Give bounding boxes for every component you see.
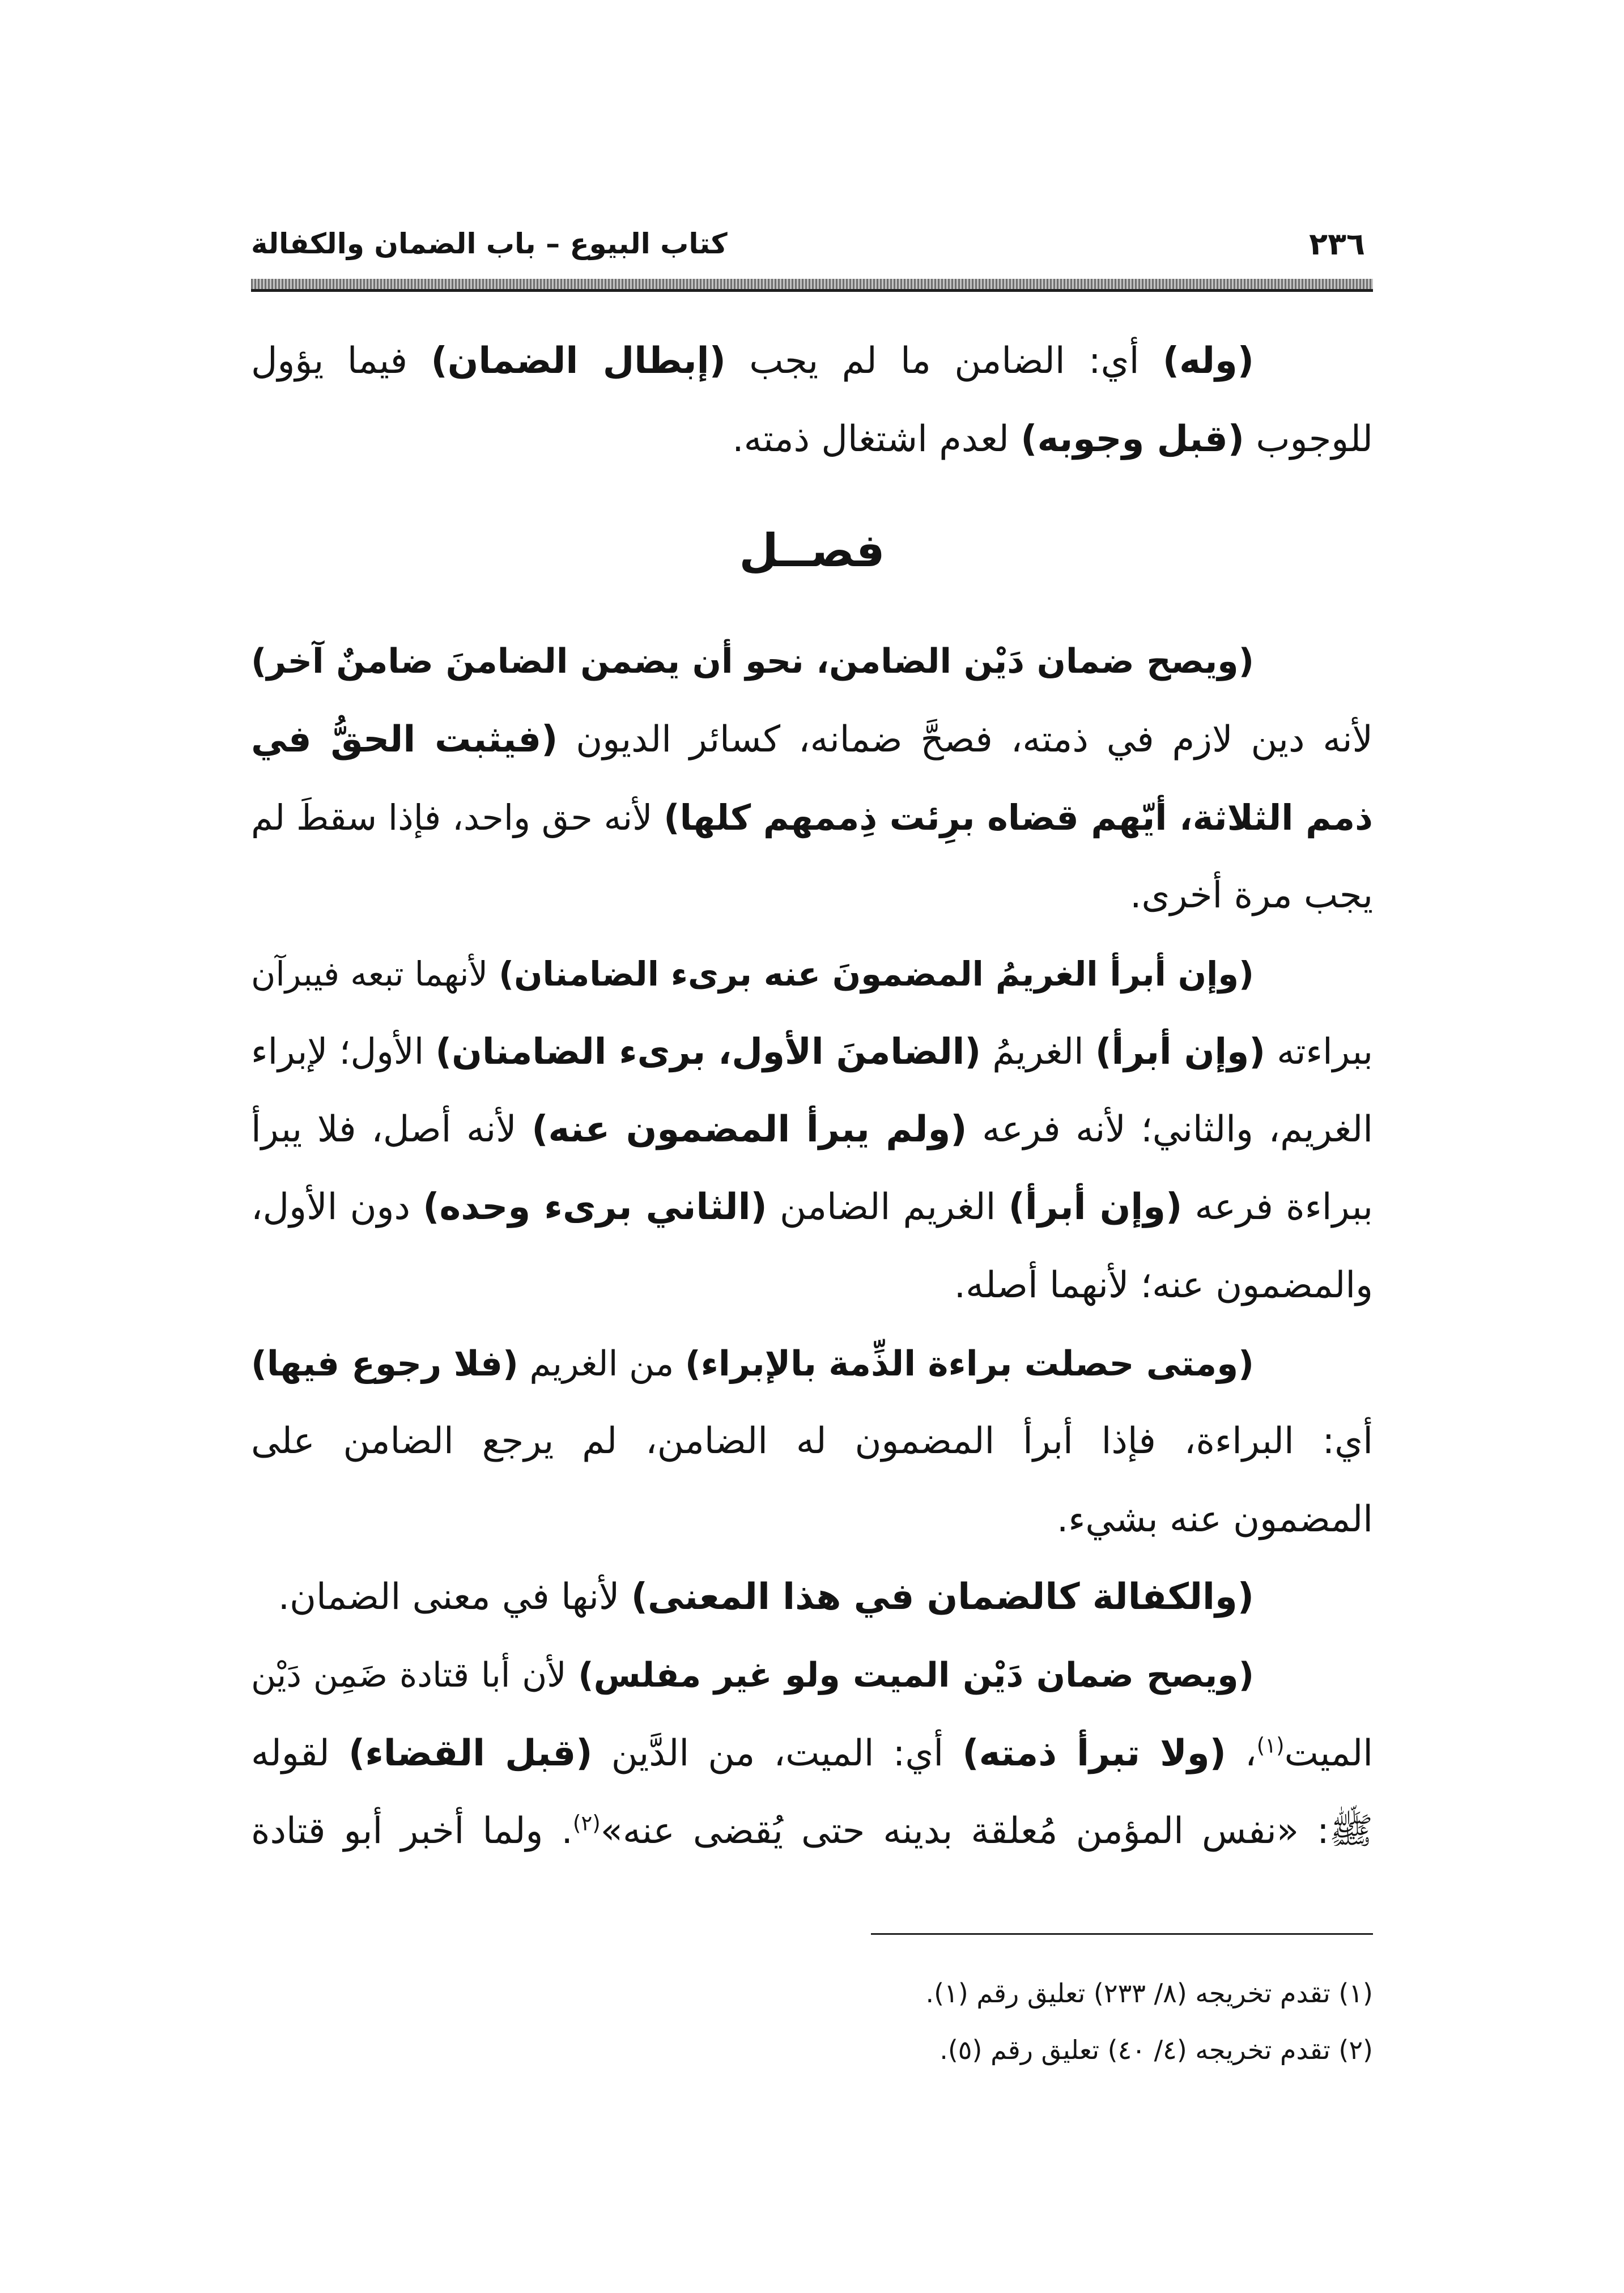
matn-text: (ولا تبرأ ذمته)	[962, 1732, 1226, 1774]
body-text	[251, 322, 1373, 1871]
commentary-text: المضمون عنه بشيء.	[1056, 1498, 1373, 1540]
commentary-text: أي: الضامن ما لم يجب	[725, 340, 1163, 382]
paragraph	[251, 935, 1373, 1325]
commentary-text: ،	[1226, 1732, 1257, 1774]
footnote-ref: (١)	[1256, 1733, 1285, 1758]
matn-text: (الضامنَ الأول، برىء الضامنان)	[435, 1031, 981, 1073]
footnote-rule	[871, 1933, 1373, 1935]
text-line	[251, 701, 1373, 779]
running-title: كتاب البيوع – باب الضمان والكفالة	[251, 227, 728, 260]
commentary-text: أي: البراءة، فإذا أبرأ المضمون له الضامن، لم يرجع الضامن على	[251, 1420, 1373, 1463]
matn-text: (ولم يبرأ المضمون عنه)	[532, 1108, 967, 1150]
text-line	[251, 1403, 1373, 1481]
matn-text: (ومتى حصلت براءة الذِّمة بالإبراء)	[685, 1343, 1254, 1384]
section-heading: فصــل	[739, 524, 885, 578]
matn-text: ذمم الثلاثة، أيّهم قضاه برِئت ذِممهم كلها)	[664, 797, 1373, 839]
matn-text: (والكفالة كالضمان في هذا المعنى)	[631, 1576, 1254, 1619]
matn-text: (الثاني برىء وحده)	[423, 1186, 767, 1229]
commentary-text: والمضمون عنه؛ لأنهما أصله.	[954, 1264, 1373, 1306]
commentary-text: ببراءة فرعه	[1182, 1186, 1373, 1229]
commentary-text: لأنه دين لازم في ذمته، فصحَّ ضمانه، كسائر الديون	[558, 718, 1373, 761]
footnotes	[251, 1965, 1373, 2078]
matn-text: (فلا رجوع فيها)	[251, 1343, 518, 1384]
page-number: ٢٣٦	[1309, 226, 1365, 262]
commentary-text: ببراءته	[1265, 1031, 1373, 1073]
matn-text: (فيثبت الحقُّ في	[251, 718, 558, 761]
matn-text: (قبل القضاء)	[348, 1732, 593, 1774]
paragraph	[251, 1325, 1373, 1559]
commentary-text: الغريم الضامن	[767, 1186, 1009, 1229]
paragraph	[251, 322, 1373, 478]
commentary-text: الغريم، والثاني؛ لأنه فرعه	[967, 1108, 1373, 1150]
text-line	[251, 935, 1373, 1013]
footnote-2: (٢) تقدم تخريجه (٤/ ٤٠) تعليق رقم (٥).	[939, 2035, 1373, 2065]
text-line	[251, 1637, 1373, 1715]
text-line	[251, 1715, 1373, 1793]
text-line	[251, 401, 1373, 479]
matn-text: (ويصح ضمان دَيْن الميت ولو غير مفلس)	[578, 1655, 1254, 1695]
commentary-text: لأنه أصل، فلا يبرأ	[251, 1108, 532, 1150]
text-line	[251, 1793, 1373, 1871]
text-line	[251, 857, 1373, 935]
matn-text: (قبل وجوبه)	[1021, 418, 1245, 460]
matn-text: (وله)	[1162, 340, 1255, 382]
commentary-text: . ولما أخبر أبو قتادة	[251, 1810, 573, 1853]
text-line	[251, 1247, 1373, 1325]
paragraph	[251, 1637, 1373, 1871]
commentary-text: لأن أبا قتادة ضَمِن دَيْن	[251, 1655, 579, 1695]
text-line	[251, 1169, 1373, 1247]
text-line	[251, 1091, 1373, 1169]
commentary-text: دون الأول،	[251, 1186, 423, 1229]
commentary-text: لأنهما تبعه فيبرآن	[251, 954, 499, 993]
text-line	[251, 1481, 1373, 1559]
header-rule	[251, 279, 1373, 292]
matn-text: (وإن أبرأ)	[1095, 1031, 1266, 1073]
running-header	[251, 215, 1373, 272]
paragraph	[251, 1559, 1373, 1637]
matn-text: (إبطال الضمان)	[431, 340, 726, 382]
commentary-text: الأول؛ لإبراء	[251, 1031, 436, 1073]
matn-text: (وإن أبرأ)	[1008, 1186, 1183, 1229]
commentary-text: لأنها في معنى الضمان.	[278, 1576, 631, 1619]
commentary-text: للوجوب	[1244, 418, 1373, 460]
footnote-ref: (٢)	[572, 1811, 601, 1836]
text-line	[251, 623, 1373, 701]
text-line	[251, 779, 1373, 857]
commentary-text: الميت	[1284, 1732, 1373, 1774]
paragraph	[251, 623, 1373, 935]
commentary-text: يجب مرة أخرى.	[1130, 874, 1373, 916]
commentary-text: لعدم اشتغال ذمته.	[732, 418, 1021, 460]
text-line	[251, 322, 1373, 401]
commentary-text: فيما يؤول	[251, 340, 431, 382]
commentary-text: أي: الميت، من الدَّين	[592, 1732, 963, 1774]
text-line	[251, 1325, 1373, 1403]
commentary-text: ﷺ: «نفس المؤمن مُعلقة بدينه حتى يُقضى عنه»	[600, 1810, 1373, 1853]
commentary-text: الغريمُ	[981, 1031, 1095, 1073]
matn-text: (وإن أبرأ الغريمُ المضمونَ عنه برىء الضامنان)	[499, 954, 1254, 993]
commentary-text: لقوله	[251, 1732, 348, 1774]
text-line	[251, 1559, 1373, 1637]
commentary-text: لأنه حق واحد، فإذا سقطَ لم	[251, 797, 664, 839]
footnote-1: (١) تقدم تخريجه (٨/ ٢٣٣) تعليق رقم (١).	[925, 1978, 1373, 2009]
commentary-text: من الغريم	[518, 1343, 685, 1384]
matn-text: (ويصح ضمان دَيْن الضامن، نحو أن يضمن الضامنَ ضامنٌ آخر)	[251, 642, 1254, 682]
text-line	[251, 1013, 1373, 1091]
